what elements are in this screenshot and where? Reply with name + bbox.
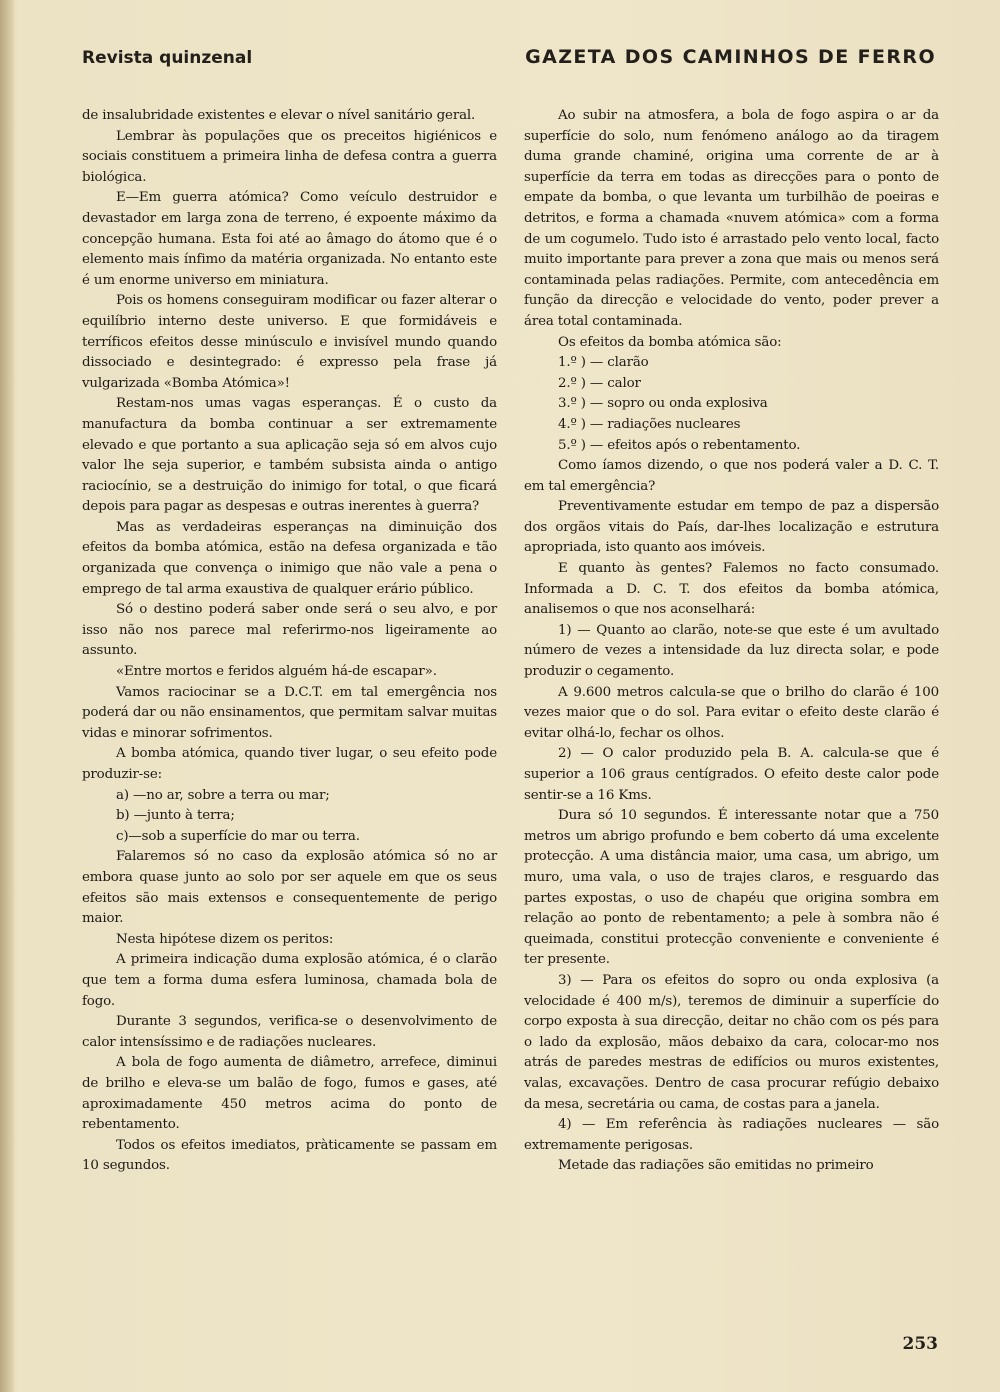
paragraph: Ao subir na atmosfera, a bola de fogo aspira o ar da superfície do solo, num fenómeno análogo ao da tiragem duma grande chaminé, origina uma corrente de ar à superfície da terra em todas as direcções para o ponto de empate da bomba, o que levanta um turbilhão de poeiras e detritos, e forma a chamada «nuvem atómica» com a forma de um cogumelo. Tudo isto é arrastado pelo vento local, facto muito importante para prever a zona que mais ou menos será contaminada pelas radiações. Permite, com antecedência em função da direcção e velocidade do vento, poder prever a área total contaminada. [524,108,939,329]
text-column-right [524,106,939,1177]
binding-edge [0,0,14,1392]
paragraph: a) —no ar, sobre a terra ou mar; [116,787,330,803]
paragraph: Lembrar às populações que os preceitos higiénicos e sociais constituem a primeira linha de defesa contra a guerra biológica. [82,128,497,185]
paragraph: Mas as verdadeiras esperanças na diminuição dos efeitos da bomba atómica, estão na defesa organizada e tão organizada que convença o inimigo que não vale a pena o emprego de tal arma exaustiva de qualquer erário público. [82,519,497,597]
paragraph: c)—sob a superfície do mar ou terra. [116,828,360,844]
paragraph: 2.º ) — calor [558,375,641,391]
paragraph: 4) — Em referência às radiações nucleares — são extremamente perigosas. [524,1117,939,1153]
paragraph: Durante 3 segundos, verifica-se o desenvolvimento de calor intensíssimo e de radiações nucleares. [82,1014,497,1050]
paragraph: Vamos raciocinar se a D.C.T. em tal emergência nos poderá dar ou não ensinamentos, que permitam salvar muitas vidas e minorar sofrimentos. [82,684,497,741]
running-header-left: Revista quinzenal [82,48,253,68]
paragraph: Como íamos dizendo, o que nos poderá valer a D. C. T. em tal emergência? [524,458,939,494]
paragraph: 1.º ) — clarão [558,355,649,371]
paragraph: Falaremos só no caso da explosão atómica só no ar embora quase junto ao solo por ser aquele em que os seus efeitos são mais extensos e consequentemente de perigo maior. [82,849,497,927]
paragraph: de insalubridade existentes e elevar o nível sanitário geral. [82,108,476,123]
paragraph: A bola de fogo aumenta de diâmetro, arrefece, diminui de brilho e eleva-se um balão de fogo, fumos e gases, até aproximadamente 450 metros acima do ponto de rebentamento. [82,1055,497,1133]
paragraph: 1) — Quanto ao clarão, note-se que este é um avultado número de vezes a intensidade da luz directa solar, e pode produzir o cegamento. [524,622,939,680]
page-number: 253 [902,1334,938,1354]
paragraph: b) —junto à terra; [116,808,235,824]
paragraph: A primeira indicação duma explosão atómica, é o clarão que tem a forma duma esfera luminosa, chamada bola de fogo. [82,952,497,1009]
paragraph: Metade das radiações são emitidas no primeiro [558,1158,874,1174]
paragraph: Só o destino poderá saber onde será o seu alvo, e por isso não nos parece mal referirmo-nos ligeiramente ao assunto. [82,602,497,659]
paragraph: 5.º ) — efeitos após o rebentamento. [558,437,801,453]
paragraph: E quanto às gentes? Falemos no facto consumado. Informada a D. C. T. dos efeitos da bomba atómica, analisemos o que nos aconselhará: [524,561,939,618]
text-column-left [82,106,497,1177]
paragraph: «Entre mortos e feridos alguém há-de escapar». [116,664,437,680]
paragraph: Preventivamente estudar em tempo de paz a dispersão dos orgãos vitais do País, dar-lhes localização e estrutura apropriada, isto quanto aos imóveis. [524,499,939,556]
paragraph: Restam-nos umas vagas esperanças. É o custo da manufactura da bomba continuar a ser extremamente elevado e que portanto a sua aplicação seja só em alvos cujo valor lhe seja superior, e também subsista ainda o antigo raciocínio, se a destruição do inimigo for total, o que ficará depois para pagar as despesas e outras inerentes à guerra? [82,396,497,515]
paragraph: 2) — O calor produzido pela B. A. calcula-se que é superior a 106 graus centígrados. O efeito deste calor pode sentir-se a 16 Kms. [524,746,939,803]
paragraph: Os efeitos da bomba atómica são: [558,334,782,350]
paragraph: E—Em guerra atómica? Como veículo destruidor e devastador em larga zona de terreno, é expoente máximo da concepção humana. Esta foi até ao âmago do átomo que é o elemento mais ínfimo da matéria organizada. No entanto este é um enorme universo em miniatura. [82,190,497,288]
paragraph: Todos os efeitos imediatos, pràticamente se passam em 10 segundos. [82,1137,497,1174]
paragraph: 4.º ) — radiações nucleares [558,416,741,432]
paragraph: Pois os homens conseguiram modificar ou fazer alterar o equilíbrio interno deste universo. E que formidáveis e terríficos efeitos desse minúsculo e invisível mundo quando dissociado e desintegrado: é expresso pela frase já vulgarizada «Bomba Atómica»! [82,293,497,391]
paragraph: 3) — Para os efeitos do sopro ou onda explosiva (a velocidade é 400 m/s), teremos de diminuir a superfície do corpo exposta à sua direcção, deitar no chão com os pés para o lado da explosão, mãos debaixo da cara, colocar-mo nos atrás de paredes mestras de edifícios ou muros existentes, valas, excavações. Dentro de casa procurar refúgio debaixo da mesa, secretária ou cama, de costas para a janela. [524,972,939,1112]
paragraph: 3.º ) — sopro ou onda explosiva [558,396,768,412]
paragraph: Dura só 10 segundos. É interessante notar que a 750 metros um abrigo profundo e bem coberto dá uma excelente protecção. A uma distância maior, uma casa, um abrigo, um muro, uma vala, o uso de trajes claros, e resguardo das partes expostas, o uso de chapéu que origina sombra em relação ao ponto de rebentamento; a pele à sombra não é queimada, constitui protecção conveniente e conveniente é ter presente. [524,808,939,968]
paragraph: A bomba atómica, quando tiver lugar, o seu efeito pode produzir-se: [82,746,497,782]
paragraph: A 9.600 metros calcula-se que o brilho do clarão é 100 vezes maior que o do sol. Para evitar o efeito deste clarão é evitar olhá-lo, fechar os olhos. [524,684,939,741]
paragraph: Nesta hipótese dizem os peritos: [116,931,334,947]
running-header-title: GAZETA DOS CAMINHOS DE FERRO [525,46,936,68]
